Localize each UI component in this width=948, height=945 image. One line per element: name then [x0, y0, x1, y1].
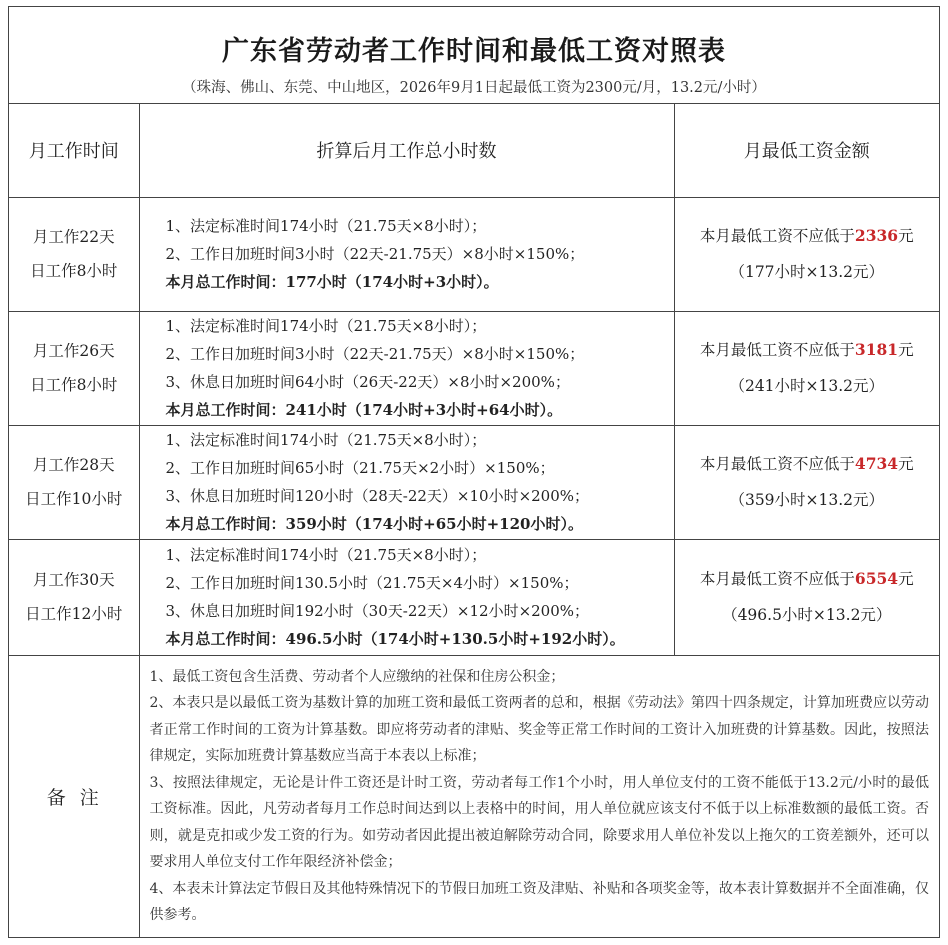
hours-item: 2、工作日加班时间130.5小时（21.75天×4小时）×150%； [165, 574, 579, 592]
min-wage-amount: 4734 [854, 454, 899, 473]
hours-item: 2、工作日加班时间65小时（21.75天×2小时）×150%； [165, 459, 555, 477]
notes-body [139, 655, 939, 937]
note-item: 2、本表只是以最低工资为基数计算的加班工资和最低工资两者的总和，根据《劳动法》第四十四条规定，计算加班费应以劳动者正常工作时间的工资为计算基数。即应将劳动者的津贴、奖金等正常工作时间的工资计入加班费的计算基数。因此，按照法律规定，实际加班费计算基数应当高于本表以上标准； [149, 695, 929, 764]
min-wage-statement [675, 561, 940, 597]
min-wage-statement [675, 332, 940, 368]
hours-total: 本月总工作时间：359小时（174小时+65小时+120小时）。 [165, 515, 583, 533]
hours-total: 本月总工作时间：177小时（174小时+3小时）。 [165, 273, 499, 291]
hours-breakdown-cell [139, 197, 674, 311]
min-wage-calculation: （177小时×13.2元） [729, 263, 885, 281]
notes-row [9, 655, 939, 937]
min-wage-statement [675, 446, 940, 482]
min-wage-cell [674, 539, 939, 655]
page-title: 广东省劳动者工作时间和最低工资对照表 [222, 36, 726, 67]
wage-table-sheet [8, 6, 940, 938]
min-wage-amount: 2336 [854, 226, 899, 245]
min-wage-prefix: 本月最低工资不应低于 [699, 455, 855, 473]
work-days: 月工作22天 [32, 228, 115, 246]
note-item: 1、最低工资包含生活费、劳动者个人应缴纳的社保和住房公积金； [149, 668, 565, 685]
table-row [9, 539, 939, 655]
work-days: 月工作28天 [32, 456, 115, 474]
work-period-cell [9, 197, 139, 311]
table-row [9, 425, 939, 539]
hours-item: 2、工作日加班时间3小时（22天-21.75天）×8小时×150%； [165, 245, 585, 263]
hours-item: 3、休息日加班时间64小时（26天-22天）×8小时×200%； [165, 373, 570, 391]
table-row [9, 311, 939, 425]
work-days: 月工作26天 [32, 342, 115, 360]
min-wage-prefix: 本月最低工资不应低于 [699, 570, 855, 588]
hours-total: 本月总工作时间：496.5小时（174小时+130.5小时+192小时）。 [165, 630, 625, 648]
table-header-row [9, 104, 939, 197]
hours-total: 本月总工作时间：241小时（174小时+3小时+64小时）。 [165, 401, 563, 419]
hours-breakdown-cell [139, 311, 674, 425]
header-work-period: 月工作时间 [9, 104, 139, 197]
work-hours-per-day: 日工作10小时 [25, 490, 123, 508]
hours-item: 1、法定标准时间174小时（21.75天×8小时）； [165, 546, 487, 564]
note-item: 4、本表未计算法定节假日及其他特殊情况下的节假日加班工资及津贴、补贴和各项奖金等，故本表计算数据并不全面准确，仅供参考。 [149, 880, 929, 923]
note-item: 3、按照法律规定，无论是计件工资还是计时工资，劳动者每工作1个小时，用人单位支付的工资不能低于13.2元/小时的最低工资标准。因此，凡劳动者每月工作总时间达到以上表格中的时间，用人单位就应该支付不低于以上标准数额的最低工资。否则，就是克扣或少发工资的行为。如劳动者因此提出被迫解除劳动合同，除要求用人单位补发以上拖欠的工资差额外，还可以要求用人单位支付工作年限经济补偿金； [149, 774, 929, 870]
min-wage-amount: 6554 [854, 569, 899, 588]
notes-label: 备注 [9, 655, 139, 937]
hours-breakdown-cell [139, 539, 674, 655]
work-hours-per-day: 日工作8小时 [30, 376, 118, 394]
work-period-cell [9, 425, 139, 539]
min-wage-prefix: 本月最低工资不应低于 [699, 227, 855, 245]
min-wage-calculation: （359小时×13.2元） [729, 491, 885, 509]
page-subtitle: （珠海、佛山、东莞、中山地区，2026年9月1日起最低工资为2300元/月，13.2元/小时） [182, 80, 766, 96]
work-hours-per-day: 日工作8小时 [30, 262, 118, 280]
min-wage-calculation: （496.5小时×13.2元） [722, 606, 892, 624]
min-wage-unit: 元 [898, 570, 914, 588]
min-wage-calculation: （241小时×13.2元） [729, 377, 885, 395]
work-days: 月工作30天 [32, 571, 115, 589]
min-wage-cell [674, 311, 939, 425]
header-min-wage: 月最低工资金额 [674, 104, 939, 197]
min-wage-cell [674, 425, 939, 539]
min-wage-statement [675, 218, 940, 254]
table-row [9, 197, 939, 311]
hours-breakdown-cell [139, 425, 674, 539]
min-wage-amount: 3181 [854, 340, 899, 359]
min-wage-prefix: 本月最低工资不应低于 [699, 341, 855, 359]
min-wage-unit: 元 [898, 227, 914, 245]
hours-item: 1、法定标准时间174小时（21.75天×8小时）； [165, 217, 487, 235]
hours-item: 2、工作日加班时间3小时（22天-21.75天）×8小时×150%； [165, 345, 585, 363]
hours-item: 3、休息日加班时间192小时（30天-22天）×12小时×200%； [165, 602, 590, 620]
hours-item: 1、法定标准时间174小时（21.75天×8小时）； [165, 317, 487, 335]
min-wage-unit: 元 [898, 341, 914, 359]
work-period-cell [9, 539, 139, 655]
min-wage-unit: 元 [898, 455, 914, 473]
header-total-hours: 折算后月工作总小时数 [139, 104, 674, 197]
min-wage-cell [674, 197, 939, 311]
title-block [9, 7, 939, 104]
work-period-cell [9, 311, 139, 425]
hours-item: 3、休息日加班时间120小时（28天-22天）×10小时×200%； [165, 487, 590, 505]
hours-item: 1、法定标准时间174小时（21.75天×8小时）； [165, 431, 487, 449]
work-hours-per-day: 日工作12小时 [25, 605, 123, 623]
wage-table [9, 104, 939, 937]
